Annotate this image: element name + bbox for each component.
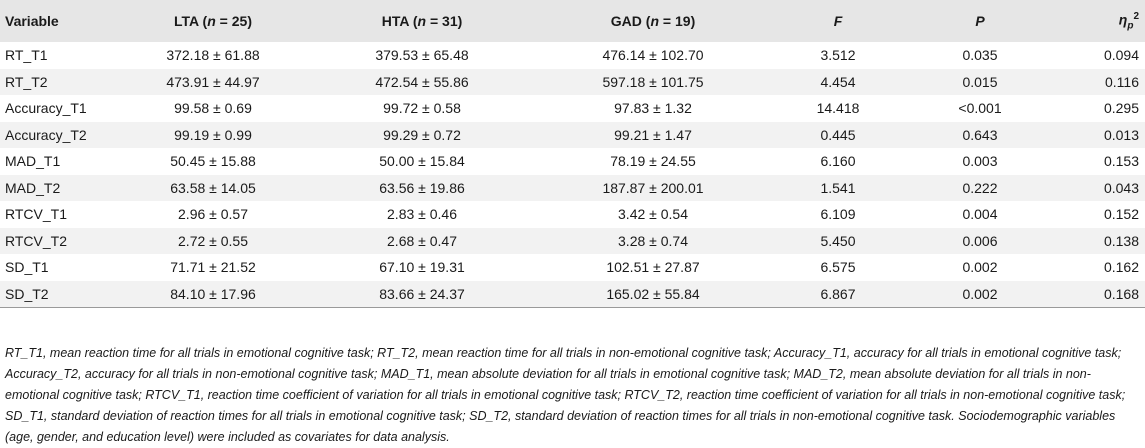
cell-gad: 3.42 ± 0.54 <box>618 206 688 223</box>
cell-gad: 476.14 ± 102.70 <box>602 47 704 64</box>
header-f: F <box>833 13 843 29</box>
cell-variable: RTCV_T2 <box>5 232 67 249</box>
cell-f: 3.512 <box>820 47 856 64</box>
cell-f: 0.445 <box>820 126 856 143</box>
header-gad-n: 19 <box>674 13 691 29</box>
cell-eta: 0.043 <box>1103 179 1139 196</box>
table-row <box>0 42 1145 69</box>
table-row <box>0 254 1145 281</box>
cell-hta: 67.10 ± 19.31 <box>379 259 465 276</box>
cell-gad: 597.18 ± 101.75 <box>602 73 704 90</box>
header-lta-name: LTA <box>174 13 199 29</box>
cell-variable: SD_T2 <box>0 281 118 308</box>
header-gad-name: GAD <box>610 13 642 29</box>
cell-eta: 0.152 <box>1103 206 1139 223</box>
cell-lta: 84.10 ± 17.96 <box>118 281 308 308</box>
header-lta-n-symbol: n <box>207 13 216 29</box>
cell-lta: 63.58 ± 14.05 <box>170 179 256 196</box>
cell-hta: 50.00 ± 15.84 <box>379 153 465 170</box>
cell-eta: 0.162 <box>1103 259 1139 276</box>
cell-hta: 83.66 ± 24.37 <box>308 281 536 308</box>
cell-p: <0.001 <box>958 100 1002 117</box>
table-body <box>0 42 1145 307</box>
cell-hta: 2.68 ± 0.47 <box>387 232 457 249</box>
cell-f: 4.454 <box>820 73 856 90</box>
cell-hta: 99.72 ± 0.58 <box>383 100 461 117</box>
cell-variable: RT_T1 <box>5 47 48 64</box>
cell-p: 0.006 <box>962 232 998 249</box>
cell-lta: 99.58 ± 0.69 <box>174 100 252 117</box>
table-row <box>0 228 1145 255</box>
header-p: P <box>975 13 985 29</box>
cell-f: 14.418 <box>816 100 860 117</box>
cell-lta: 71.71 ± 21.52 <box>170 259 256 276</box>
cell-hta: 472.54 ± 55.86 <box>375 73 469 90</box>
cell-lta: 2.72 ± 0.55 <box>178 232 248 249</box>
cell-gad: 99.21 ± 1.47 <box>614 126 692 143</box>
header-gad-n-symbol: n <box>650 13 660 29</box>
cell-eta: 0.138 <box>1103 232 1139 249</box>
header-eta-symbol: η <box>1118 11 1128 28</box>
cell-gad: 187.87 ± 200.01 <box>602 179 704 196</box>
cell-variable: SD_T1 <box>5 259 49 276</box>
table-row <box>0 122 1145 149</box>
cell-variable: MAD_T2 <box>5 179 61 196</box>
cell-lta: 50.45 ± 15.88 <box>170 153 256 170</box>
cell-hta: 63.56 ± 19.86 <box>379 179 465 196</box>
cell-hta: 2.83 ± 0.46 <box>387 206 457 223</box>
header-hta-name: HTA <box>381 13 409 29</box>
cell-f: 1.541 <box>820 179 856 196</box>
header-gad: GAD (n = 19) <box>610 13 696 29</box>
cell-variable: RT_T2 <box>5 73 48 90</box>
header-lta: LTA (n = 25) <box>174 13 252 29</box>
cell-p: 0.035 <box>962 47 998 64</box>
table-row <box>0 148 1145 175</box>
cell-variable: Accuracy_T2 <box>5 126 87 143</box>
cell-f: 5.450 <box>820 232 856 249</box>
header-row <box>0 0 1145 42</box>
header-hta: HTA (n = 31) <box>381 13 463 29</box>
cell-f: 6.575 <box>820 259 856 276</box>
cell-lta: 99.19 ± 0.99 <box>174 126 252 143</box>
cell-hta: 379.53 ± 65.48 <box>375 47 469 64</box>
cell-eta: 0.094 <box>1103 47 1139 64</box>
header-eta-sub: p <box>1127 20 1134 32</box>
cell-variable: RTCV_T1 <box>5 206 67 223</box>
cell-p: 0.002 <box>906 281 1054 308</box>
table-footnote: RT_T1, mean reaction time for all trials in emotional cognitive task; RT_T2, mean reaction time for all trials in non-emotional cognitive task; Accuracy_T1, accuracy for all trials in emotional cognitive task; Accuracy_T2, accuracy for all trials in non-emotional cognitive task; MAD_T1, mean absolute deviation for all trials in emotional cognitive task; MAD_T2, mean absolute deviation for all trials in non-emotional cognitive task; RTCV_T1, reaction time coefficient of variation for all trials in emotional cognitive task; RTCV_T2, reaction time coefficient of variation for all trials in non-emotional cognitive task; SD_T1, standard deviation of reaction times for all trials in emotional cognitive task; SD_T2, standard deviation of reaction times for all trials in non-emotional cognitive task. Sociodemographic variables (age, gender, and education level) were included as covariates for data analysis. <box>5 346 1126 444</box>
cell-p: 0.015 <box>962 73 998 90</box>
cell-p: 0.002 <box>962 259 998 276</box>
cell-variable: MAD_T1 <box>5 153 61 170</box>
cell-lta: 473.91 ± 44.97 <box>166 73 260 90</box>
cell-f: 6.867 <box>770 281 906 308</box>
table-row <box>0 281 1145 308</box>
table-row <box>0 95 1145 122</box>
cell-lta: 372.18 ± 61.88 <box>166 47 260 64</box>
cell-gad: 165.02 ± 55.84 <box>536 281 770 308</box>
table-row <box>0 201 1145 228</box>
cell-hta: 99.29 ± 0.72 <box>383 126 461 143</box>
cell-gad: 97.83 ± 1.32 <box>614 100 692 117</box>
cell-f: 6.109 <box>820 206 856 223</box>
header-eta <box>1054 0 1145 42</box>
cell-p: 0.222 <box>962 179 998 196</box>
cell-f: 6.160 <box>820 153 856 170</box>
cell-eta: 0.295 <box>1103 100 1139 117</box>
cell-p: 0.004 <box>962 206 998 223</box>
cell-eta: 0.013 <box>1103 126 1139 143</box>
cell-gad: 102.51 ± 27.87 <box>606 259 700 276</box>
cell-eta: 0.168 <box>1054 281 1145 308</box>
table-row <box>0 69 1145 96</box>
cell-eta: 0.153 <box>1103 153 1139 170</box>
header-variable: Variable <box>5 13 59 29</box>
cell-lta: 2.96 ± 0.57 <box>178 206 248 223</box>
cell-p: 0.003 <box>962 153 998 170</box>
cell-variable: Accuracy_T1 <box>5 100 87 117</box>
header-eta-sup: 2 <box>1133 10 1139 22</box>
cell-gad: 3.28 ± 0.74 <box>618 232 688 249</box>
cell-p: 0.643 <box>962 126 998 143</box>
header-hta-n-symbol: n <box>417 13 427 29</box>
header-hta-n: 31 <box>442 13 458 29</box>
cell-gad: 78.19 ± 24.55 <box>610 153 696 170</box>
cell-eta: 0.116 <box>1105 73 1139 90</box>
table-row <box>0 175 1145 202</box>
header-lta-n: 25 <box>231 13 248 29</box>
